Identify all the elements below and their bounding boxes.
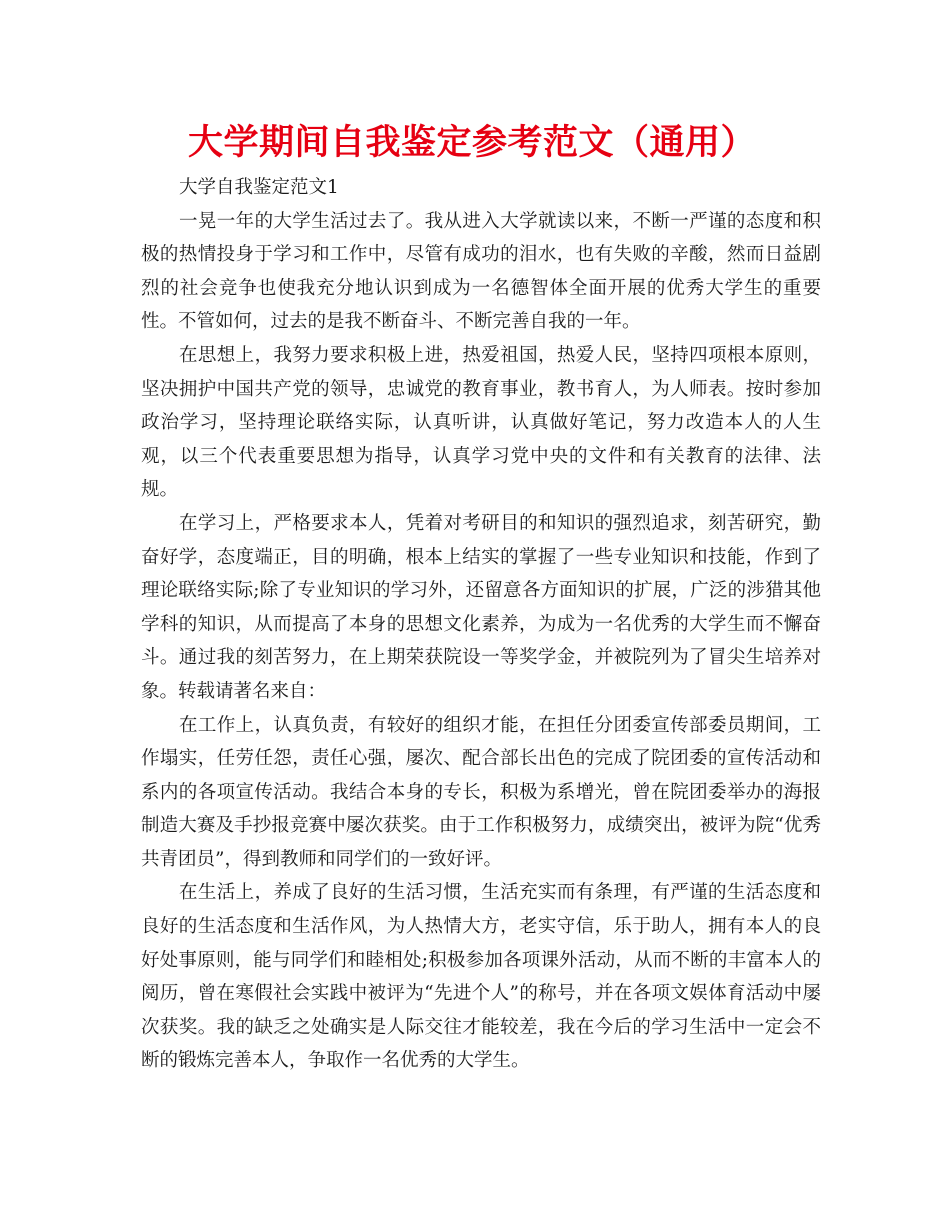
- document-title: 大学期间自我鉴定参考范文（通用）: [188, 123, 757, 163]
- paragraph-life: 在生活上，养成了良好的生活习惯，生活充实而有条理，有严谨的生活态度和良好的生活态度和生活作风，为人热情大方，老实守信，乐于助人，拥有本人的良好处事原则，能与同学们和睦相处;积极参加各项课外活动，从而不断的丰富本人的阅历，曾在寒假社会实践中被评为“先进个人”的称号，并在各项文娱体育活动中屡次获奖。我的缺乏之处确实是人际交往才能较差，我在今后的学习生活中一定会不断的锻炼完善本人，争取作一名优秀的大学生。: [141, 882, 821, 1072]
- paragraph-study: 在学习上，严格要求本人，凭着对考研目的和知识的强烈追求，刻苦研究，勤奋好学，态度端正，目的明确，根本上结实的掌握了一些专业知识和技能，作到了理论联络实际;除了专业知识的学习外，还留意各方面知识的扩展，广泛的涉猎其他学科的知识，从而提高了本身的思想文化素养，为成为一名优秀的大学生而不懈奋斗。通过我的刻苦努力，在上期荣获院设一等奖学金，并被院列为了冒尖生培养对象。转载请著名来自：: [141, 512, 821, 702]
- paragraph-intro: 一晃一年的大学生活过去了。我从进入大学就读以来，不断一严谨的态度和积极的热情投身于学习和工作中，尽管有成功的泪水，也有失败的辛酸，然而日益剧烈的社会竞争也使我充分地认识到成为一名德智体全面开展的优秀大学生的重要性。不管如何，过去的是我不断奋斗、不断完善自我的一年。: [141, 210, 821, 333]
- paragraph-ideology: 在思想上，我努力要求积极上进，热爱祖国，热爱人民，坚持四项根本原则，坚决拥护中国共产党的领导，忠诚党的教育事业，教书育人，为人师表。按时参加政治学习，坚持理论联络实际，认真听讲，认真做好笔记，努力改造本人的人生观，以三个代表重要思想为指导，认真学习党中央的文件和有关教育的法律、法规。: [141, 344, 821, 501]
- paragraph-work: 在工作上，认真负责，有较好的组织才能，在担任分团委宣传部委员期间，工作塌实，任劳任怨，责任心强，屡次、配合部长出色的完成了院团委的宣传活动和系内的各项宣传活动。我结合本身的专长，积极为系增光，曾在院团委举办的海报制造大赛及手抄报竞赛中屡次获奖。由于工作积极努力，成绩突出，被评为院“优秀共青团员”，得到教师和同学们的一致好评。: [141, 714, 821, 870]
- document-subtitle: 大学自我鉴定范文1: [179, 177, 339, 198]
- document-body: [141, 171, 821, 1078]
